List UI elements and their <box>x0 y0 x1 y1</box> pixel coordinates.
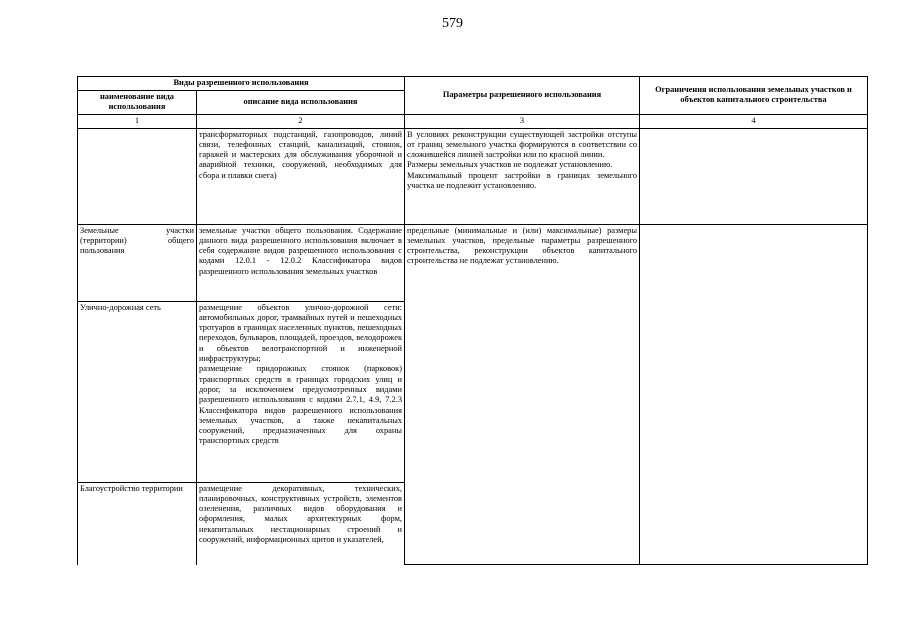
usage-name-cell: Улично-дорожная сеть <box>78 301 197 482</box>
usage-restrictions-cell <box>640 128 868 224</box>
usage-name-cell: Земельные участки (территории) общего пользования <box>78 224 197 301</box>
usage-description-cell: размещение объектов улично-дорожной сети: автомобильных дорог, трамвайных путей и пешеходных тротуаров в границах населенных пунктов, пешеходных переходов, бульваров, площадей, проездов, велодорожек и объектов велотранспортной и инженерной инфраструктуры; размещение придорожных стоянок (парковок) транспортных средств в границах городских улиц и дорог, за исключением предусмотренных видами разрешенного использования с кодами 2.7.1, 4.9, 7.2.3 Классификатора видов разрешенного использования земельных участков, а также некапитальных сооружений, предназначенных для охраны транспортных средств <box>197 301 405 482</box>
header-parameters: Параметры разрешенного использования <box>405 77 640 115</box>
column-number-row <box>78 114 868 128</box>
usage-description-cell: земельные участки общего пользования. Содержание данного вида разрешенного использования включает в себя содержание видов разрешенного использования с кодами 12.0.1 - 12.0.2 Классификатора видов разрешенного использования земельных участков <box>197 224 405 301</box>
usage-description-cell: размещение декоративных, технических, планировочных, конструктивных устройств, элементов озеленения, различных видов оборудования и оформления, малых архитектурных форм, некапитальных нестационарных строений и сооружений, информационных щитов и указателей, <box>197 482 405 565</box>
column-number: 2 <box>197 114 405 128</box>
header-restrictions: Ограничения использования земельных участков и объектов капитального строительства <box>640 77 868 115</box>
table-row <box>78 224 868 301</box>
header-group-usage-types: Виды разрешенного использования <box>78 77 405 91</box>
usage-parameters-cell: В условиях реконструкции существующей застройки отступы от границ земельного участка формируются в соответствии со сложившейся линией застройки или по красной линии. Размеры земельных участков не подлежат установлению. Максимальный процент застройки в границах земельного участка не подлежит установлению. <box>405 128 640 224</box>
land-use-table <box>77 76 868 565</box>
column-number: 4 <box>640 114 868 128</box>
usage-name-cell <box>78 128 197 224</box>
usage-restrictions-cell <box>640 224 868 565</box>
usage-description-cell: трансформаторных подстанций, газопроводов, линий связи, телефонных станций, канализаций, стоянок, гаражей и мастерских для обслуживания уборочной и аварийной техники, сооружений, необходимых для сбора и плавки снега) <box>197 128 405 224</box>
header-name: наименование вида использования <box>78 91 197 115</box>
header-description: описание вида использования <box>197 91 405 115</box>
column-number: 3 <box>405 114 640 128</box>
usage-name-cell: Благоустройство территории <box>78 482 197 565</box>
header-row-1 <box>78 77 868 91</box>
column-number: 1 <box>78 114 197 128</box>
usage-parameters-cell: предельные (минимальные и (или) максимальные) размеры земельных участков, предельные параметры разрешенного строительства, реконструкции объектов капитального строительства не подлежат установлению. <box>405 224 640 565</box>
page-number: 579 <box>442 16 463 31</box>
table-row <box>78 128 868 224</box>
